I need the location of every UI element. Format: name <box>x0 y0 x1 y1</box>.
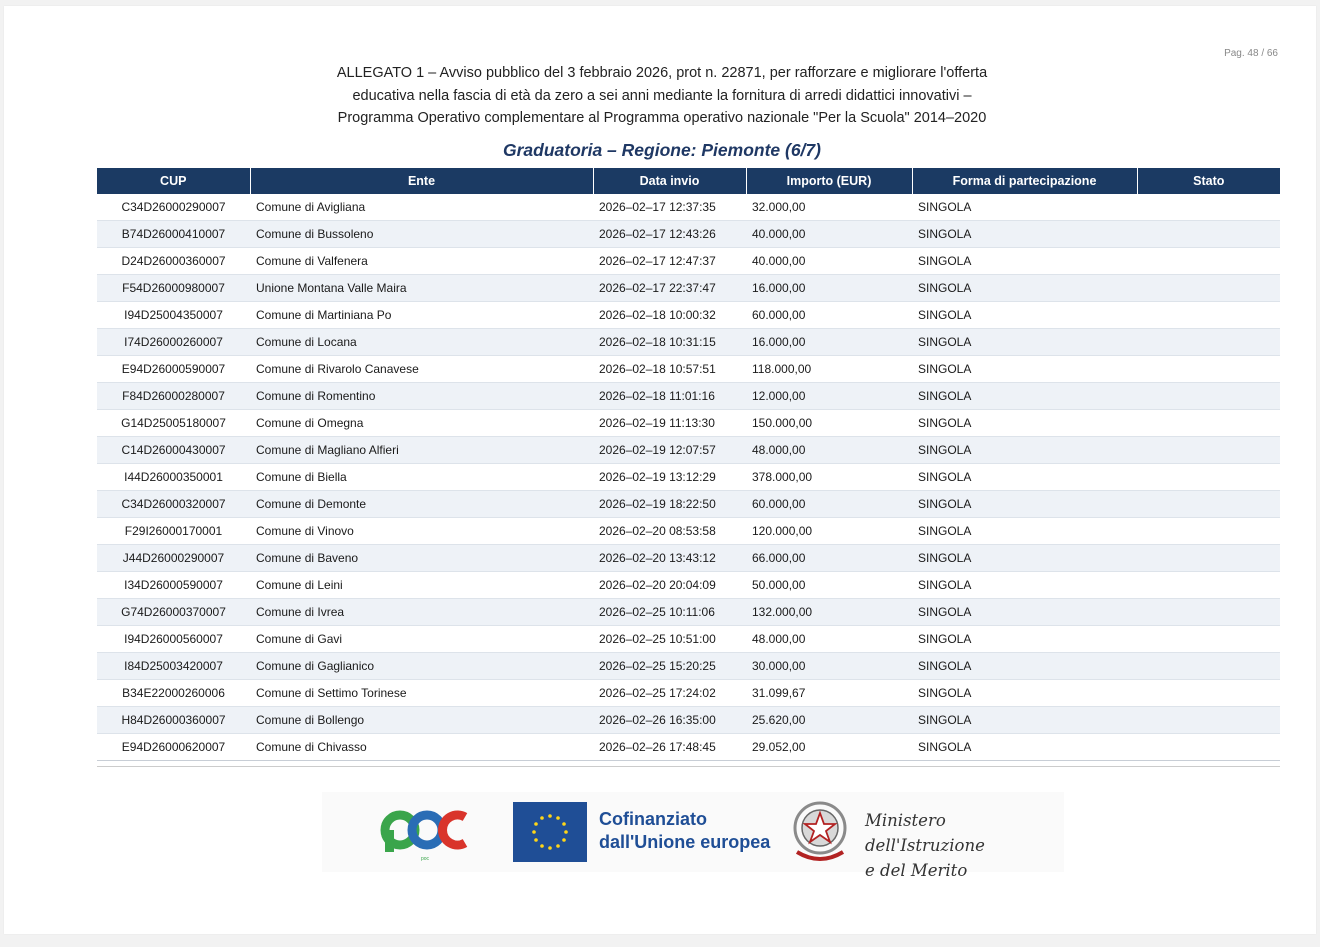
cell-importo: 40.000,00 <box>746 221 912 248</box>
cell-forma: SINGOLA <box>912 248 1137 275</box>
cell-stato <box>1137 680 1280 707</box>
cell-data-invio: 2026–02–20 08:53:58 <box>593 518 746 545</box>
cell-importo: 12.000,00 <box>746 383 912 410</box>
cell-stato <box>1137 464 1280 491</box>
cell-data-invio: 2026–02–17 12:43:26 <box>593 221 746 248</box>
ministry-line-1: Ministero dell'Istruzione <box>865 811 985 855</box>
cell-forma: SINGOLA <box>912 707 1137 734</box>
cell-stato <box>1137 302 1280 329</box>
cell-data-invio: 2026–02–18 11:01:16 <box>593 383 746 410</box>
cell-forma: SINGOLA <box>912 329 1137 356</box>
cell-ente: Comune di Rivarolo Canavese <box>250 356 593 383</box>
cell-forma: SINGOLA <box>912 302 1137 329</box>
poc-logo <box>380 800 470 866</box>
cell-cup: C34D26000290007 <box>97 194 250 221</box>
cell-importo: 118.000,00 <box>746 356 912 383</box>
cell-cup: I94D25004350007 <box>97 302 250 329</box>
table-row <box>97 545 1280 572</box>
cell-forma: SINGOLA <box>912 680 1137 707</box>
cell-cup: G74D26000370007 <box>97 599 250 626</box>
table-row <box>97 734 1280 761</box>
cell-importo: 16.000,00 <box>746 275 912 302</box>
cell-ente: Comune di Demonte <box>250 491 593 518</box>
cell-ente: Comune di Vinovo <box>250 518 593 545</box>
column-header-cup: CUP <box>97 168 250 194</box>
page-number: Pag. 48 / 66 <box>1224 48 1278 59</box>
cell-data-invio: 2026–02–26 16:35:00 <box>593 707 746 734</box>
cell-cup: I34D26000590007 <box>97 572 250 599</box>
column-header-ente: Ente <box>250 168 593 194</box>
title-line-2: educativa nella fascia di età da zero a sei anni mediante la fornitura di arredi didattici innovativi – <box>352 87 972 104</box>
cell-data-invio: 2026–02–25 10:51:00 <box>593 626 746 653</box>
cell-ente: Comune di Romentino <box>250 383 593 410</box>
cell-cup: F54D26000980007 <box>97 275 250 302</box>
cell-data-invio: 2026–02–25 10:11:06 <box>593 599 746 626</box>
cell-forma: SINGOLA <box>912 518 1137 545</box>
cell-cup: H84D26000360007 <box>97 707 250 734</box>
cell-importo: 30.000,00 <box>746 653 912 680</box>
table-row <box>97 221 1280 248</box>
table-row <box>97 599 1280 626</box>
eu-text-line-2: dall'Unione europea <box>599 832 771 852</box>
cell-forma: SINGOLA <box>912 491 1137 518</box>
cell-forma: SINGOLA <box>912 572 1137 599</box>
cell-data-invio: 2026–02–17 12:37:35 <box>593 194 746 221</box>
table-row <box>97 680 1280 707</box>
cell-data-invio: 2026–02–26 17:48:45 <box>593 734 746 761</box>
table-row <box>97 248 1280 275</box>
cell-data-invio: 2026–02–18 10:57:51 <box>593 356 746 383</box>
cell-forma: SINGOLA <box>912 464 1137 491</box>
cell-cup: F29I26000170001 <box>97 518 250 545</box>
table-row <box>97 383 1280 410</box>
cell-cup: G14D25005180007 <box>97 410 250 437</box>
table-row <box>97 707 1280 734</box>
cell-data-invio: 2026–02–20 20:04:09 <box>593 572 746 599</box>
cell-forma: SINGOLA <box>912 383 1137 410</box>
cell-forma: SINGOLA <box>912 734 1137 761</box>
cell-forma: SINGOLA <box>912 356 1137 383</box>
cell-stato <box>1137 734 1280 761</box>
table-row <box>97 302 1280 329</box>
poc-logo-text: poc <box>420 856 430 862</box>
cell-importo: 16.000,00 <box>746 329 912 356</box>
cell-forma: SINGOLA <box>912 410 1137 437</box>
table-row <box>97 572 1280 599</box>
cell-importo: 48.000,00 <box>746 437 912 464</box>
cell-forma: SINGOLA <box>912 221 1137 248</box>
cell-stato <box>1137 707 1280 734</box>
cell-cup: I84D25003420007 <box>97 653 250 680</box>
cell-importo: 25.620,00 <box>746 707 912 734</box>
cell-data-invio: 2026–02–25 15:20:25 <box>593 653 746 680</box>
cell-ente: Comune di Avigliana <box>250 194 593 221</box>
cell-data-invio: 2026–02–19 13:12:29 <box>593 464 746 491</box>
table-row <box>97 275 1280 302</box>
table-body <box>97 194 1280 761</box>
cell-stato <box>1137 248 1280 275</box>
cell-data-invio: 2026–02–25 17:24:02 <box>593 680 746 707</box>
eu-text-line-1: Cofinanziato <box>599 809 707 829</box>
table-header-row <box>97 168 1280 194</box>
cell-ente: Comune di Baveno <box>250 545 593 572</box>
document-page <box>4 6 1316 934</box>
table-row <box>97 518 1280 545</box>
column-header-data-invio: Data invio <box>593 168 746 194</box>
column-header-stato: Stato <box>1137 168 1280 194</box>
cell-ente: Comune di Bollengo <box>250 707 593 734</box>
cell-ente: Comune di Settimo Torinese <box>250 680 593 707</box>
table-row <box>97 653 1280 680</box>
cell-data-invio: 2026–02–19 12:07:57 <box>593 437 746 464</box>
table-row <box>97 626 1280 653</box>
cell-cup: I44D26000350001 <box>97 464 250 491</box>
cell-cup: B34E22000260006 <box>97 680 250 707</box>
cell-stato <box>1137 275 1280 302</box>
cell-data-invio: 2026–02–17 22:37:47 <box>593 275 746 302</box>
title-line-1: ALLEGATO 1 – Avviso pubblico del 3 febbraio 2026, prot n. 22871, per rafforzare e migliorare l'offerta <box>336 65 988 81</box>
cell-ente: Comune di Magliano Alfieri <box>250 437 593 464</box>
cell-forma: SINGOLA <box>912 599 1137 626</box>
cell-importo: 132.000,00 <box>746 599 912 626</box>
cell-ente: Comune di Gavi <box>250 626 593 653</box>
cell-ente: Comune di Valfenera <box>250 248 593 275</box>
ministry-line-2: e del Merito <box>865 861 968 880</box>
table-row <box>97 437 1280 464</box>
cell-data-invio: 2026–02–18 10:00:32 <box>593 302 746 329</box>
cell-stato <box>1137 626 1280 653</box>
ranking-subtitle: Graduatoria – Regione: Piemonte (6/7) <box>503 140 821 160</box>
eu-cofinancing-text <box>599 808 770 854</box>
cell-data-invio: 2026–02–20 13:43:12 <box>593 545 746 572</box>
document-title <box>0 62 1320 130</box>
table-row <box>97 491 1280 518</box>
cell-cup: C34D26000320007 <box>97 491 250 518</box>
cell-stato <box>1137 410 1280 437</box>
cell-importo: 378.000,00 <box>746 464 912 491</box>
cell-forma: SINGOLA <box>912 275 1137 302</box>
cell-importo: 120.000,00 <box>746 518 912 545</box>
column-header-forma: Forma di partecipazione <box>912 168 1137 194</box>
cell-cup: D24D26000360007 <box>97 248 250 275</box>
cell-stato <box>1137 383 1280 410</box>
column-header-importo: Importo (EUR) <box>746 168 912 194</box>
cell-cup: F84D26000280007 <box>97 383 250 410</box>
cell-forma: SINGOLA <box>912 626 1137 653</box>
eu-flag-icon <box>513 802 587 862</box>
cell-ente: Comune di Gaglianico <box>250 653 593 680</box>
cell-ente: Comune di Locana <box>250 329 593 356</box>
ranking-table <box>97 168 1280 761</box>
cell-importo: 60.000,00 <box>746 491 912 518</box>
cell-stato <box>1137 437 1280 464</box>
cell-data-invio: 2026–02–18 10:31:15 <box>593 329 746 356</box>
cell-forma: SINGOLA <box>912 545 1137 572</box>
cell-cup: B74D26000410007 <box>97 221 250 248</box>
cell-ente: Unione Montana Valle Maira <box>250 275 593 302</box>
cell-stato <box>1137 653 1280 680</box>
cell-stato <box>1137 572 1280 599</box>
cell-cup: I94D26000560007 <box>97 626 250 653</box>
cell-data-invio: 2026–02–19 11:13:30 <box>593 410 746 437</box>
cell-stato <box>1137 329 1280 356</box>
cell-importo: 66.000,00 <box>746 545 912 572</box>
cell-cup: E94D26000620007 <box>97 734 250 761</box>
cell-stato <box>1137 491 1280 518</box>
cell-ente: Comune di Martiniana Po <box>250 302 593 329</box>
cell-stato <box>1137 356 1280 383</box>
ministry-text <box>865 808 1064 883</box>
cell-importo: 32.000,00 <box>746 194 912 221</box>
table-row <box>97 194 1280 221</box>
cell-importo: 48.000,00 <box>746 626 912 653</box>
cell-ente: Comune di Chivasso <box>250 734 593 761</box>
table-row <box>97 356 1280 383</box>
cell-importo: 60.000,00 <box>746 302 912 329</box>
table-row <box>97 410 1280 437</box>
cell-stato <box>1137 545 1280 572</box>
cell-forma: SINGOLA <box>912 437 1137 464</box>
cell-forma: SINGOLA <box>912 194 1137 221</box>
cell-stato <box>1137 518 1280 545</box>
cell-ente: Comune di Biella <box>250 464 593 491</box>
cell-cup: C14D26000430007 <box>97 437 250 464</box>
title-line-3: Programma Operativo complementare al Programma operativo nazionale "Per la Scuola" 2014–2020 <box>337 110 987 126</box>
table-row <box>97 464 1280 491</box>
cell-importo: 40.000,00 <box>746 248 912 275</box>
italian-republic-emblem-icon <box>789 796 851 866</box>
table-row <box>97 329 1280 356</box>
footer-logos <box>322 792 1064 880</box>
cell-stato <box>1137 221 1280 248</box>
cell-ente: Comune di Ivrea <box>250 599 593 626</box>
cell-importo: 50.000,00 <box>746 572 912 599</box>
cell-data-invio: 2026–02–17 12:47:37 <box>593 248 746 275</box>
cell-importo: 31.099,67 <box>746 680 912 707</box>
cell-cup: J44D26000290007 <box>97 545 250 572</box>
cell-importo: 150.000,00 <box>746 410 912 437</box>
cell-cup: I74D26000260007 <box>97 329 250 356</box>
footer-divider <box>97 766 1280 767</box>
cell-stato <box>1137 194 1280 221</box>
cell-importo: 29.052,00 <box>746 734 912 761</box>
cell-ente: Comune di Leini <box>250 572 593 599</box>
cell-ente: Comune di Bussoleno <box>250 221 593 248</box>
cell-data-invio: 2026–02–19 18:22:50 <box>593 491 746 518</box>
cell-cup: E94D26000590007 <box>97 356 250 383</box>
cell-forma: SINGOLA <box>912 653 1137 680</box>
cell-stato <box>1137 599 1280 626</box>
cell-ente: Comune di Omegna <box>250 410 593 437</box>
